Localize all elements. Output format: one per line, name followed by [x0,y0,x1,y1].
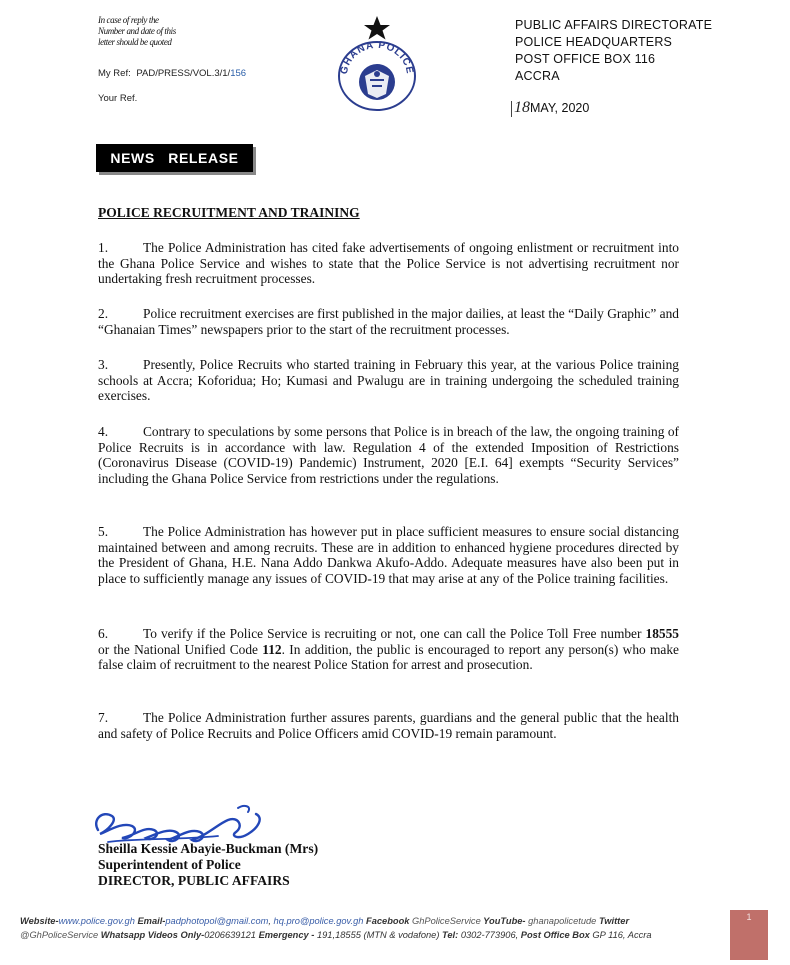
paragraph-number: 3. [98,357,109,372]
signatory-title: DIRECTOR, PUBLIC AFFAIRS [98,873,290,888]
youtube-label: YouTube- [480,916,529,926]
twitter-label: Twitter [596,916,630,926]
address-block [515,17,712,85]
emergency-numbers: 191,18555 (MTN & vodafone) [316,930,440,940]
paragraph-5 [98,524,679,586]
address-line: ACCRA [515,69,560,83]
tel-number: 0302-773906, [460,930,519,940]
paragraph-1 [98,240,679,287]
date-cursor-mark [511,101,512,117]
footer-line-1 [20,914,740,928]
my-ref-label: My Ref: [98,68,131,79]
paragraph-number: 1. [98,240,109,255]
police-crest-icon [334,14,420,112]
paragraph-number: 4. [98,424,109,439]
website-link[interactable]: www.police.gov.gh [58,916,135,926]
reply-note-line: In case of reply the [98,15,159,25]
twitter-handle[interactable]: @GhPoliceService [20,930,99,940]
paragraph-number: 2. [98,306,109,321]
footer-contacts [20,914,740,942]
youtube-handle[interactable]: ghanapolicetude [528,916,597,926]
post-office-label: Post Office Box [518,930,590,940]
paragraph-number: 5. [98,524,109,539]
paragraph-3 [98,357,679,404]
address-line: PUBLIC AFFAIRS DIRECTORATE [515,18,713,32]
paragraph-text: Police recruitment exercises are first published in the major dailies, at least the “Daily Graphic” and “Ghanaian Times” newspapers prior to the start of the recruitment processes. [98,306,679,337]
paragraph-2 [98,306,679,337]
website-label: Website- [20,916,59,926]
whatsapp-label: Whatsapp [98,930,146,940]
address-line: POLICE HEADQUARTERS [515,35,673,49]
news-release-banner: NEWS RELEASE [96,144,253,172]
paragraph-7 [98,710,679,741]
paragraph-number: 7. [98,710,109,725]
signatory-rank: Superintendent of Police [98,857,241,872]
paragraph-text: Contrary to speculations by some persons that Police is in breach of the law, the ongoing training of Police Recruits is in accordance with law. Regulation 4 of the extended Imposition of Restrictions (Coronavirus Disease (COVID-19) Pandemic) Instrument, 2020 [E.I. 64] exempts “Security Services” including the Ghana Police Service from restrictions under the regulations. [98,424,679,486]
paragraph-text: . In addition, the public is encouraged to report any person(s) who make false claim of recruitment to the nearest Police Station for arrest and prosecution. [98,641,679,673]
svg-text:GHANA POLICE: GHANA POLICE [338,39,416,76]
address-line: POST OFFICE BOX 116 [515,52,656,66]
release-date [511,99,589,117]
email-link-2[interactable]: hq.pro@police.gov.gh [273,916,364,926]
date-day: 18 [514,99,530,116]
paragraph-text: To verify if the Police Service is recruiting or not, one can call the Police Toll Free number [143,626,646,641]
release-title: POLICE RECRUITMENT AND TRAINING [98,205,360,220]
email-label: Email- [134,916,166,926]
reply-note-line: Number and date of this [98,26,176,36]
facebook-handle[interactable]: GhPoliceService [412,916,481,926]
post-office-box: GP 116, Accra [589,930,652,940]
email-separator: , [268,916,274,926]
page-number: 1 [746,912,752,922]
ghana-police-crest [334,14,420,112]
unified-code: 112 [262,641,282,657]
reply-note-line: letter should be quoted [98,37,172,47]
reply-note [98,15,176,48]
my-ref-number: 156 [230,68,247,79]
footer-line-2 [20,928,740,942]
videos-number: 0206639121 [204,930,256,940]
signatory-name: Sheilla Kessie Abayie-Buckman (Mrs) [98,841,319,856]
my-ref-value: PAD/PRESS/VOL.3/1/ [136,68,231,79]
facebook-label: Facebook [363,916,413,926]
tel-label: Tel: [439,930,461,940]
page-number-box [730,910,768,960]
paragraph-text: Presently, Police Recruits who started training in February this year, at the various Police training schools at Accra; Koforidua; Ho; Kumasi and Pwalugu are in training undergoing the scheduled training exercises. [98,357,679,404]
my-reference [98,68,246,79]
paragraph-text: The Police Administration further assures parents, guardians and the general public that the health and safety of Police Recruits and Police Officers amid COVID-19 remain paramount. [98,710,679,741]
paragraph-text: or the National Unified Code [98,641,263,657]
paragraph-4 [98,424,679,486]
toll-free-number: 18555 [645,626,679,641]
paragraph-number: 6. [98,626,109,641]
paragraph-text: The Police Administration has however put in place sufficient measures to ensure social distancing maintained between and among recruits. These are in addition to enhanced hygiene procedures directed by the President of Ghana, H.E. Nana Addo Dankwa Akufo-Addo. Adequate measures have also been put in place to sufficiently manage any issues of COVID-19 that may arise at any of the Police training facilities. [98,524,679,586]
paragraph-6 [98,626,679,673]
signatory-block [98,841,318,889]
email-link-1[interactable]: padphotopol@gmail.com [165,916,269,926]
videos-label: Videos Only- [145,930,205,940]
date-month-year: MAY, 2020 [530,101,590,115]
emergency-label: Emergency - [255,930,317,940]
your-ref-label: Your Ref. [98,93,138,104]
paragraph-text: The Police Administration has cited fake advertisements of ongoing enlistment or recruitment into the Ghana Police Service and wishes to state that the Police Service is not advertising recruitment nor undertaking fresh recruitment processes. [98,240,679,287]
